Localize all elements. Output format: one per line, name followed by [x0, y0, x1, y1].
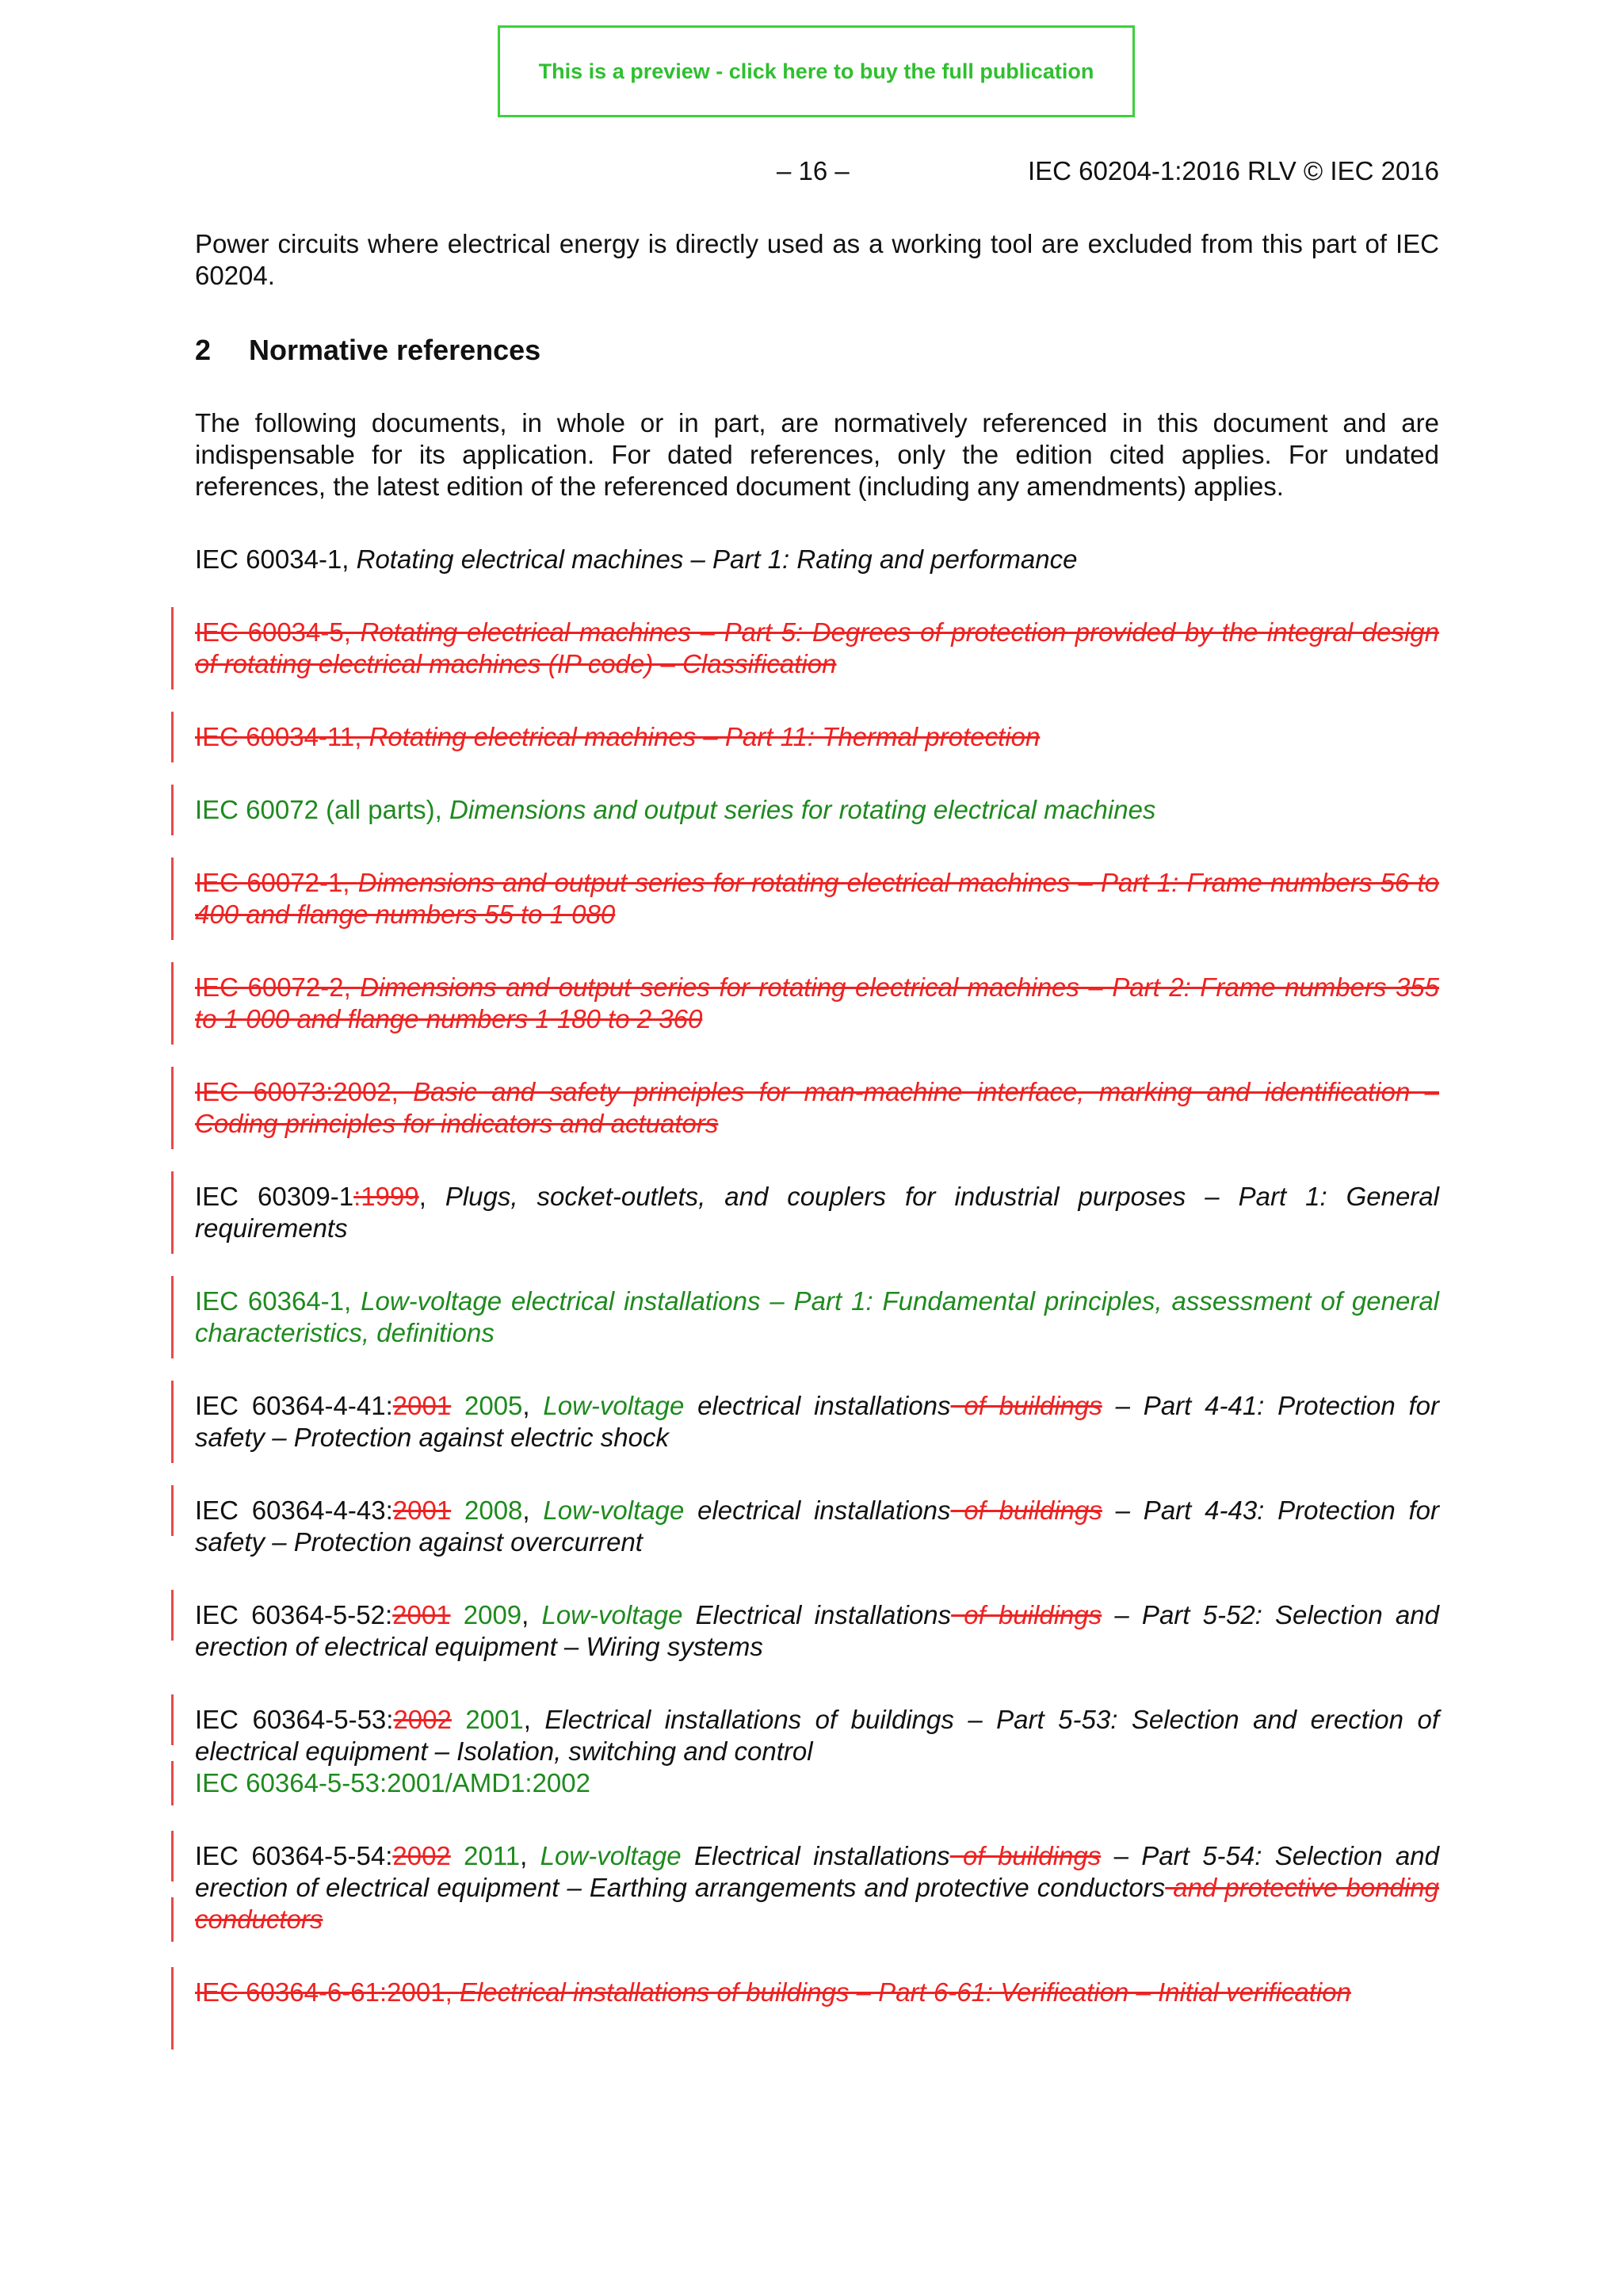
reference-code: IEC 60364-5-54: [195, 1841, 393, 1870]
reference-title: Plugs, socket-outlets, and couplers for industrial purposes – Part 1: General requirements [195, 1182, 1439, 1243]
change-bar [171, 1694, 174, 1745]
inserted-year: 2008 [451, 1496, 523, 1525]
banner-text: This is a preview - click here to buy the full publication [538, 59, 1094, 83]
reference-title: Rotating electrical machines – Part 1: Rating and performance [356, 544, 1078, 574]
reference-item-inserted [195, 794, 1439, 826]
deleted-title-text: of buildings [949, 1841, 1102, 1870]
inserted-year: 2011 [450, 1841, 521, 1870]
change-bar [171, 1067, 174, 1149]
deleted-year: 2001 [392, 1496, 452, 1525]
reference-title: Low-voltage electrical installations – Part 1: Fundamental principles, assessment of general characteristics, definitions [195, 1286, 1439, 1347]
section-title: Normative references [249, 334, 541, 366]
reference-code: IEC 60364-5-52: [195, 1600, 393, 1629]
reference-code: IEC 60364-6-61:2001, [195, 1977, 460, 2007]
inserted-title-text: Low-voltage [543, 1496, 685, 1525]
inserted-year: 2009 [450, 1600, 522, 1629]
change-bar [171, 1761, 174, 1805]
change-bar [171, 1831, 174, 1881]
reference-title-part: – Part 4-43: Protection for safety – Protection against overcurrent [195, 1496, 1439, 1557]
reference-title-part: Electrical installations [682, 1600, 952, 1629]
deleted-title-text: of buildings [950, 1496, 1102, 1525]
reference-item [195, 1181, 1439, 1244]
reference-code: IEC 60034-1, [195, 544, 357, 574]
separator: , [418, 1182, 445, 1211]
change-bar [171, 1590, 174, 1641]
document-id: IEC 60204-1:2016 RLV © IEC 2016 [1027, 156, 1439, 185]
reference-title: Electrical installations of buildings – Part 6-61: Verification – Initial verification [459, 1977, 1351, 2007]
change-bar [171, 712, 174, 762]
reference-code: IEC 60034-5, [195, 617, 361, 647]
deleted-year: 2002 [392, 1841, 451, 1870]
deleted-year: 2001 [392, 1391, 452, 1420]
reference-item-deleted [195, 617, 1439, 680]
deleted-year: 2002 [393, 1705, 452, 1734]
change-bar [171, 1276, 174, 1358]
reference-item [195, 1704, 1439, 1799]
document-body [195, 228, 1439, 2050]
separator: , [520, 1841, 540, 1870]
change-bar [171, 858, 174, 940]
reference-title: Dimensions and output series for rotating electrical machines – Part 1: Frame numbers 56 to 400 and flange numbers 55 to 1 080 [195, 868, 1439, 929]
deleted-year: :1999 [353, 1182, 419, 1211]
intro-paragraph: Power circuits where electrical energy is directly used as a working tool are excluded from this part of IEC 60204. [195, 229, 1439, 290]
reference-code: IEC 60034-11, [195, 722, 369, 751]
change-bar [171, 785, 174, 835]
reference-code: IEC 60364-1, [195, 1286, 361, 1316]
change-bar [171, 1171, 174, 1254]
separator: , [521, 1600, 542, 1629]
page-header [0, 154, 1623, 189]
separator: , [522, 1496, 544, 1525]
reference-title: Dimensions and output series for rotating electrical machines [449, 795, 1156, 824]
reference-item-inserted [195, 1286, 1439, 1349]
reference-item [195, 1390, 1439, 1454]
reference-code: IEC 60364-4-41: [195, 1391, 393, 1420]
inserted-year: 2005 [451, 1391, 523, 1420]
change-bar [171, 1381, 174, 1463]
reference-code: IEC 60309-1 [195, 1182, 354, 1211]
reference-title-part: – Part 4-41: Protection for safety – Protection against electric shock [195, 1391, 1439, 1452]
reference-title-part: electrical installations [684, 1496, 951, 1525]
reference-code: IEC 60073:2002, [195, 1077, 414, 1106]
reference-code: IEC 60072-1, [195, 868, 358, 897]
reference-title: Rotating electrical machines – Part 5: Degrees of protection provided by the integral design of rotating electrical machines (IP code) – Classification [195, 617, 1439, 678]
buy-full-publication-link[interactable] [498, 25, 1135, 117]
reference-title: Dimensions and output series for rotating electrical machines – Part 2: Frame numbers 355 to 1 000 and flange numbers 1 180 to 2 360 [195, 972, 1440, 1033]
deleted-year: 2001 [392, 1600, 451, 1629]
deleted-title-text: of buildings [950, 1391, 1102, 1420]
section-intro-paragraph: The following documents, in whole or in part, are normatively referenced in this document and are indispensable for its application. For dated references, only the edition cited applies. For undated references, the latest edition of the referenced document (including any amendments) applies. [195, 408, 1439, 501]
reference-title: Basic and safety principles for man-machine interface, marking and identification – Coding principles for indicators and actuators [195, 1077, 1439, 1138]
change-bar [171, 962, 174, 1045]
reference-title: Rotating electrical machines – Part 11: Thermal protection [369, 722, 1041, 751]
reference-item [195, 1840, 1439, 1935]
reference-code: IEC 60072 (all parts), [195, 795, 449, 824]
reference-code: IEC 60364-5-53: [195, 1705, 394, 1734]
reference-item-deleted [195, 867, 1439, 930]
inserted-title-text: Low-voltage [543, 1391, 685, 1420]
reference-item [195, 1599, 1439, 1663]
section-heading [195, 333, 1439, 368]
reference-item-deleted [195, 1977, 1439, 2008]
reference-item-deleted [195, 721, 1439, 753]
change-bar [171, 1897, 174, 1942]
page-number: – 16 – [777, 156, 850, 185]
section-number: 2 [195, 334, 212, 366]
reference-title-part: electrical installations [684, 1391, 951, 1420]
change-bar [171, 1967, 174, 2050]
deleted-title-text: and protective bonding conductors [195, 1873, 1439, 1934]
reference-item-deleted [195, 972, 1439, 1035]
reference-title-part: – Part 5-54: Selection and erection of electrical equipment – Earthing arrangements and protective conductors [195, 1841, 1439, 1902]
separator: , [523, 1705, 545, 1734]
separator: , [522, 1391, 544, 1420]
reference-code: IEC 60364-4-43: [195, 1496, 393, 1525]
amendment-reference: IEC 60364-5-53:2001/AMD1:2002 [195, 1768, 590, 1797]
reference-item-deleted [195, 1076, 1439, 1140]
reference-title: Electrical installations of buildings – Part 5-53: Selection and erection of electrical equipment – Isolation, switching and control [195, 1705, 1439, 1766]
deleted-title-text: of buildings [951, 1600, 1102, 1629]
inserted-title-text: Low-voltage [540, 1841, 682, 1870]
inserted-year: 2001 [451, 1705, 524, 1734]
change-bar [171, 607, 174, 690]
change-bar [171, 1485, 174, 1536]
reference-item [195, 1495, 1439, 1558]
reference-title-part: – Part 5-52: Selection and erection of electrical equipment – Wiring systems [195, 1600, 1439, 1661]
reference-title-part: Electrical installations [681, 1841, 950, 1870]
reference-code: IEC 60072-2, [195, 972, 361, 1002]
reference-item [195, 544, 1439, 575]
inserted-title-text: Low-voltage [541, 1600, 683, 1629]
